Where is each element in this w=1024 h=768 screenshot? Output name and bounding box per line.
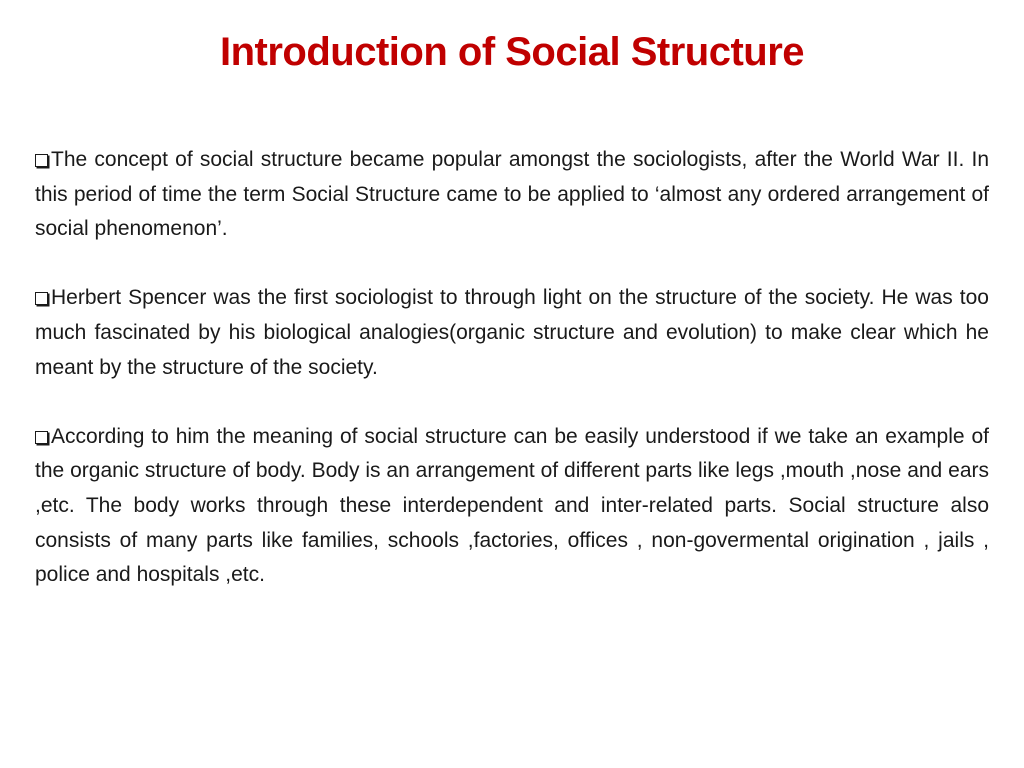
- slide-body: [35, 143, 989, 593]
- hollow-square-bullet-icon: [35, 431, 48, 444]
- bullet-text: According to him the meaning of social structure can be easily understood if we take an example of the organic structure of body. Body is an arrangement of different parts like legs ,mouth ,nose and ears ,etc. The body works through these interdependent and inter-related parts. Social structure also consists of many parts like families, schools ,factories, offices , non-govermental origination , jails , police and hospitals ,etc.: [35, 424, 989, 587]
- hollow-square-bullet-icon: [35, 154, 48, 167]
- bullet-text: Herbert Spencer was the first sociologist to through light on the structure of the society. He was too much fascinated by his biological analogies(organic structure and evolution) to make clear which he meant by the structure of the society.: [35, 286, 989, 379]
- hollow-square-bullet-icon: [35, 292, 48, 305]
- bullet-text: The concept of social structure became popular amongst the sociologists, after the World War II. In this period of time the term Social Structure came to be applied to ‘almost any ordered arrangement of social phenomenon’.: [35, 148, 989, 241]
- slide-title: Introduction of Social Structure: [219, 30, 805, 74]
- bullet-paragraph: [35, 420, 989, 593]
- bullet-paragraph: [35, 143, 989, 247]
- bullet-paragraph: [35, 281, 989, 385]
